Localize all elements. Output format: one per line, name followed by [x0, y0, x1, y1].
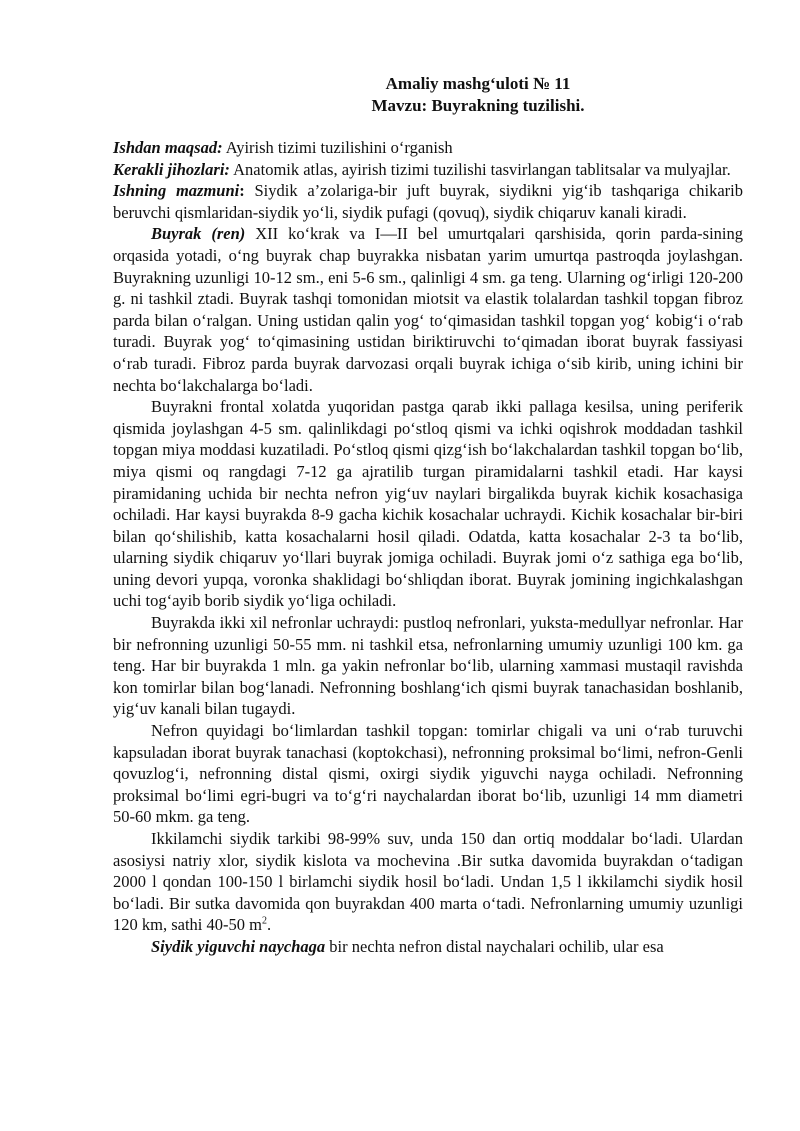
content-paragraph [113, 180, 743, 223]
content-text: Siydik a’zolariga-bir juft buyrak, siydikni yig‘ib tashqariga chikarib beruvchi qismlaridan-siydik yo‘li, siydik pufagi (qovuq), siydik chiqaruv kanali kiradi. [113, 181, 743, 222]
frontal-section-paragraph: Buyrakni frontal xolatda yuqoridan pastga qarab ikki pallaga kesilsa, uning periferik qismida joylashgan 4-5 sm. qalinlikdagi po‘stloq qismi va ichki oqishrok moddadan tashkil topgan miya moddasi kuzatiladi. Po‘stloq qismi qizg‘ish bo‘lakchalardan tashkil topgan bo‘lib, miya qismi oq rangdagi 7-12 ga ajratilib turgan piramidalarni tashkil etadi. Har kaysi piramidaning uchida bir nechta nefron yig‘uv naylari birgalikda buyrak kichik kosachasiga ochiladi. Har kaysi buyrakda 8-9 gacha kichik kosachalar uchraydi. Kichik kosachalar bir-biri bilan qo‘shilishib, katta kosachalarni hosil qiladi. Odatda, katta kosachalar 2-3 ta bo‘lib, ularning siydik chiqaruv yo‘llari buyrak jomiga ochiladi. Buyrak jomi o‘z sathiga ega bo‘lib, uning devori yupqa, voronka shaklidagi bo‘shliqdan iborat. Buyrak jomining ingichkalashgan uchi tog‘ayib borib siydik yo‘liga ochiladi. [113, 397, 743, 611]
secondary-urine-text: Ikkilamchi siydik tarkibi 98-99% suv, unda 150 dan ortiq moddalar bo‘ladi. Ulardan asosiysi natriy xlor, siydik kislota va mochevina .Bir sutka davomida buyrakdan o‘tadigan 2000 l qondan 100-150 l birlamchi siydik hosil bo‘ladi. Undan 1,5 l ikkilamchi siydik hosil bo‘ladi. Bir sutka davomida qon buyrakdan 400 marta o‘tadi. Nefronlarning umumiy uzunligi 120 km, sathi 40-50 m [113, 829, 743, 935]
secondary-urine-end: . [266, 915, 272, 935]
goal-text: Ayirish tizimi tuzilishini o‘rganish [222, 138, 453, 157]
equipment-label: Kerakli jihozlari: [113, 159, 230, 179]
secondary-urine-paragraph [113, 828, 743, 936]
goal-paragraph [113, 137, 743, 159]
nephron-types-paragraph: Buyrakda ikki xil nefronlar uchraydi: pustloq nefronlari, yuksta-medullyar nefronlar. Har bir nefronning uzunligi 50-55 mm. ni tashkil etsa, nefronlarning umumiy uzunligi 100 km. ga teng. Har bir buyrakda 1 mln. ga yakin nefronlar bo‘lib, ularning xammasi mustaqil ravishda kon tomirlar bilan bog‘lanadi. Nefronning boshlang‘ich qismi buyrak tanachasidan boshlanib, yig‘uv kanali bilan tugaydi. [113, 613, 743, 719]
equipment-text: Anatomik atlas, ayirish tizimi tuzilishi tasvirlangan tablitsalar va mulyajlar. [229, 159, 731, 179]
content-colon: : [239, 181, 245, 201]
area-unit-exponent: 2 [261, 915, 267, 927]
collecting-duct-term: Siydik yiguvchi naychaga [151, 936, 326, 956]
kidney-paragraph [113, 223, 743, 396]
nephron-parts-paragraph: Nefron quyidagi bo‘limlardan tashkil topgan: tomirlar chigali va uni o‘rab turuvchi kapsuladan iborat buyrak tanachasi (koptokchasi), nefronning proksimal bo‘limi, nefron-Genli qovuzlog‘i, nefronning distal qismi, oxirgi siydik yiguvchi nayga ochiladi. Nefronning proksimal bo‘limi egri-bugri va to‘g‘ri naychalardan iborat bo‘lib, uzunligi 14 mm diametri 50-60 mkm. ga teng. [113, 721, 743, 827]
equipment-paragraph [113, 159, 743, 181]
topic-title: Mavzu: Buyrakning tuzilishi. [371, 96, 585, 115]
collecting-duct-text: bir nechta nefron distal naychalari ochilib, ular esa [325, 936, 664, 956]
collecting-duct-paragraph [113, 936, 743, 958]
kidney-text: XII ko‘krak va I—II bel umurtqalari qarshisida, qorin parda-sining orqasida yotadi, o‘ng buyrak chap buyrakka nisbatan yarim umurtqa pastroqda joylashgan. Buyrakning uzunligi 10-12 sm., eni 5-6 sm., qalinligi 4 sm. ga teng. Ularning og‘irligi 120-200 g. ni tashkil ztadi. Buyrak tashqi tomonidan miotsit va elastik tolalardan tashkil topgan fibroz parda bilan o‘ralgan. Uning ustidan qalin yog‘ to‘qimasidan tashkil topgan yog‘ kobig‘i o‘rab turadi. Buyrak yog‘ to‘qimasining ustidan biriktiruvchi to‘qimadan iborat buyrak fassiyasi o‘rab turadi. Fibroz parda buyrak darvozasi orqali buyrak ichiga o‘sib kirib, uning ichini bir nechta bo‘lakchalarga bo‘ladi. [113, 224, 743, 395]
content-label: Ishning mazmuni [113, 181, 240, 201]
practical-lesson-title: Amaliy mashg‘uloti № 11 [385, 74, 571, 93]
kidney-term: Buyrak (ren) [151, 224, 246, 244]
goal-label: Ishdan maqsad: [113, 138, 223, 157]
